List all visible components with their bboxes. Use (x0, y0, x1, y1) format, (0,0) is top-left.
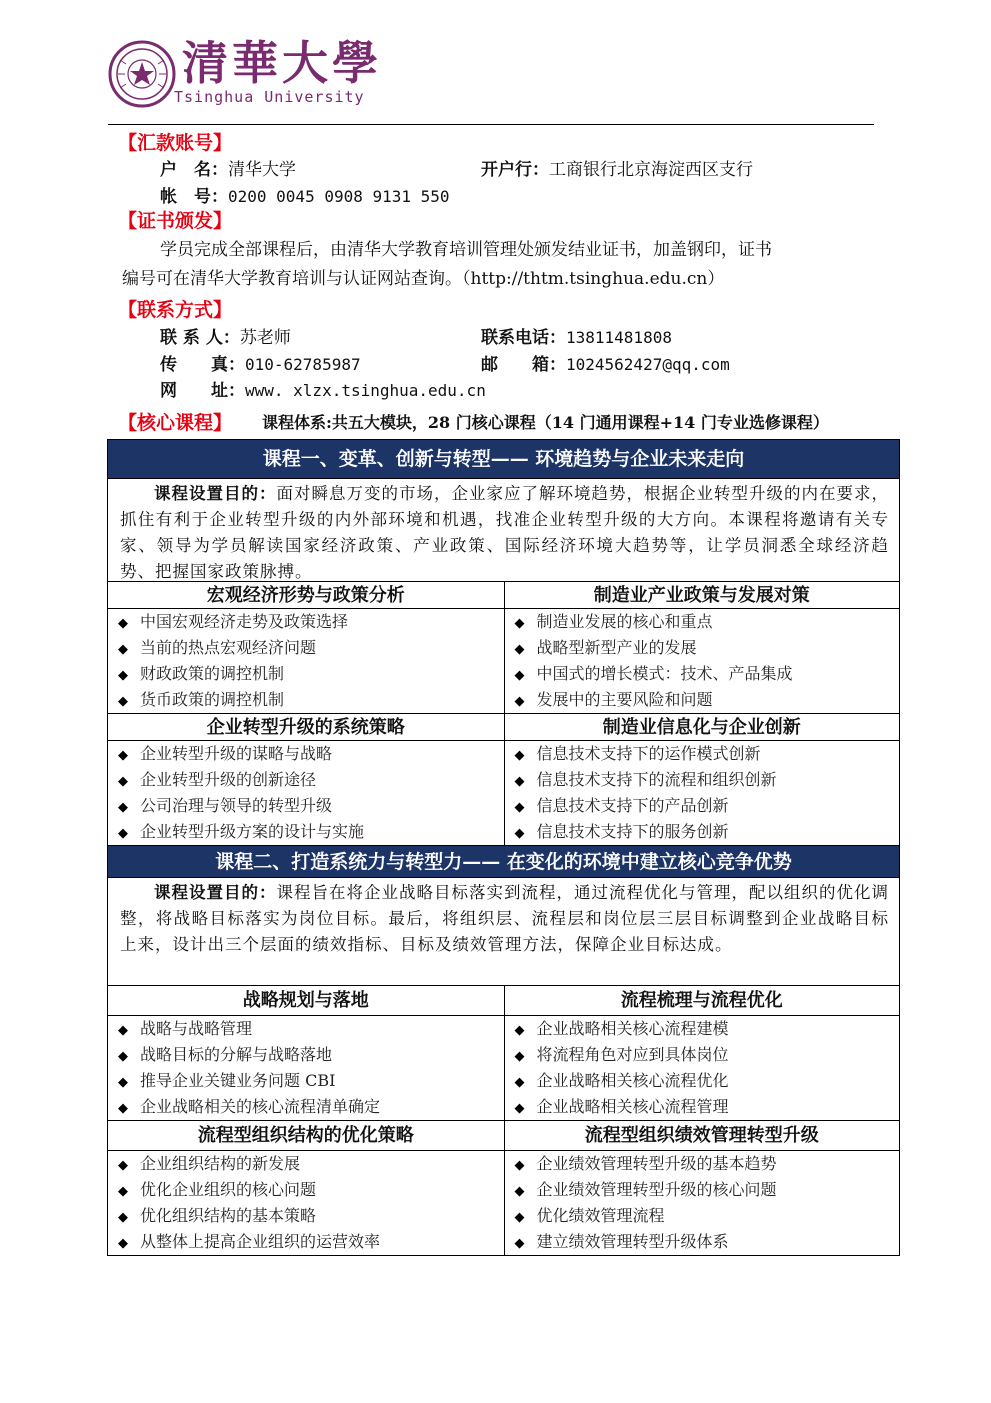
contact-email-label: 邮 箱： (481, 355, 566, 375)
list-item: ◆ 推导企业关键业务问题 CBI (108, 1068, 504, 1094)
contact-email-row (481, 350, 730, 375)
list-item: ◆ 企业转型升级方案的设计与实施 (108, 819, 504, 845)
course-table (107, 439, 900, 1256)
module-macro-economy (108, 582, 504, 713)
contact-phone-value: 13811481808 (566, 328, 672, 347)
list-item: ◆ 企业组织结构的新发展 (108, 1151, 504, 1177)
list-item: ◆ 企业战略相关核心流程管理 (505, 1094, 900, 1120)
contact-heading: 【联系方式】 (118, 299, 233, 321)
core-courses-heading: 【核心课程】 (118, 412, 233, 434)
account-number-row (160, 182, 450, 207)
list-item: ◆ 企业战略相关的核心流程清单确定 (108, 1094, 504, 1120)
module-org-structure (108, 1121, 504, 1255)
list-item: ◆ 中国宏观经济走势及政策选择 (108, 609, 504, 635)
diamond-bullet-icon: ◆ (118, 616, 128, 631)
module-manufacturing-policy (504, 582, 900, 713)
list-item: ◆ 从整体上提高企业组织的运营效率 (108, 1229, 504, 1255)
diamond-bullet-icon: ◆ (514, 1184, 525, 1199)
bank-row (481, 155, 753, 180)
diamond-bullet-icon: ◆ (514, 1236, 525, 1251)
course-2-module-row-2 (108, 1121, 899, 1255)
diamond-bullet-icon: ◆ (118, 1158, 128, 1173)
diamond-bullet-icon: ◆ (118, 1049, 128, 1064)
diamond-bullet-icon: ◆ (514, 642, 525, 657)
module-title: 流程型组织结构的优化策略 (108, 1121, 504, 1151)
diamond-bullet-icon: ◆ (514, 1158, 525, 1173)
certificate-text-line2: 编号可在清华大学教育培训与认证网站查询。（http://thtm.tsinghua.edu.cn） (122, 269, 725, 289)
account-name-label: 户 名： (160, 160, 228, 180)
module-title: 制造业产业政策与发展对策 (505, 582, 900, 609)
diamond-bullet-icon: ◆ (514, 1210, 525, 1225)
diamond-bullet-icon: ◆ (118, 1023, 128, 1038)
module-performance-management (504, 1121, 900, 1255)
list-item: ◆ 货币政策的调控机制 (108, 687, 504, 713)
list-item: ◆ 企业转型升级的创新途径 (108, 767, 504, 793)
list-item: ◆ 信息技术支持下的服务创新 (505, 819, 900, 845)
bank-value: 工商银行北京海淀西区支行 (549, 160, 753, 180)
diamond-bullet-icon: ◆ (514, 616, 525, 631)
contact-phone-label: 联系电话： (481, 328, 566, 348)
course-1-purpose-label: 课程设置目的： (154, 484, 277, 503)
diamond-bullet-icon: ◆ (118, 1101, 128, 1116)
list-item: ◆ 企业转型升级的谋略与战略 (108, 741, 504, 767)
diamond-bullet-icon: ◆ (514, 1049, 525, 1064)
course-2-purpose (108, 878, 899, 986)
module-title: 宏观经济形势与政策分析 (108, 582, 504, 609)
course-1-purpose-text: 面对瞬息万变的市场，企业家应了解环境趋势，根据企业转型升级的内在要求，抓住有利于企业转型升级的内外部环境和机遇，找准企业转型升级的大方向。本课程将邀请有关专家、领导为学员解读国家经济政策、产业政策、国际经济环境大趋势等，让学员洞悉全球经济趋势、把握国家政策脉搏。 (120, 484, 889, 581)
list-item: ◆ 战略与战略管理 (108, 1016, 504, 1042)
header-divider (108, 124, 874, 125)
module-title: 流程梳理与流程优化 (505, 986, 900, 1016)
list-item: ◆ 信息技术支持下的产品创新 (505, 793, 900, 819)
contact-email-value[interactable]: 1024562427@qq.com (566, 355, 730, 374)
core-courses-summary: 课程体系:共五大模块，28 门核心课程（14 门通用课程+14 门专业选修课程） (262, 413, 829, 432)
list-item: ◆ 将流程角色对应到具体岗位 (505, 1042, 900, 1068)
diamond-bullet-icon: ◆ (118, 774, 128, 789)
list-item: ◆ 建立绩效管理转型升级体系 (505, 1229, 900, 1255)
diamond-bullet-icon: ◆ (514, 694, 525, 709)
diamond-bullet-icon: ◆ (118, 826, 128, 841)
diamond-bullet-icon: ◆ (514, 1023, 525, 1038)
module-title: 流程型组织绩效管理转型升级 (505, 1121, 900, 1151)
list-item: ◆ 优化企业组织的核心问题 (108, 1177, 504, 1203)
contact-person-value: 苏老师 (239, 328, 291, 348)
course-2-title-band: 课程二、打造系统力与转型力—— 在变化的环境中建立核心竞争优势 (108, 846, 899, 878)
contact-web-label: 网 址： (160, 381, 245, 401)
course-1-purpose (108, 479, 899, 582)
list-item: ◆ 战略目标的分解与战略落地 (108, 1042, 504, 1068)
remit-heading: 【汇款账号】 (118, 132, 233, 154)
contact-person-label: 联 系 人： (160, 328, 240, 348)
university-seal-icon (108, 40, 176, 108)
diamond-bullet-icon: ◆ (118, 748, 128, 763)
diamond-bullet-icon: ◆ (514, 774, 525, 789)
contact-phone-row (481, 323, 672, 348)
diamond-bullet-icon: ◆ (118, 1236, 128, 1251)
diamond-bullet-icon: ◆ (118, 642, 128, 657)
module-transformation-strategy (108, 714, 504, 845)
diamond-bullet-icon: ◆ (514, 668, 525, 683)
diamond-bullet-icon: ◆ (118, 1075, 128, 1090)
module-title: 企业转型升级的系统策略 (108, 714, 504, 741)
diamond-bullet-icon: ◆ (514, 800, 525, 815)
account-number-label: 帐 号： (160, 187, 228, 207)
list-item: ◆ 战略型新型产业的发展 (505, 635, 900, 661)
list-item: ◆ 企业绩效管理转型升级的核心问题 (505, 1177, 900, 1203)
list-item: ◆ 优化组织结构的基本策略 (108, 1203, 504, 1229)
account-name-row (160, 155, 296, 180)
account-name-value: 清华大学 (228, 160, 296, 180)
list-item: ◆ 企业战略相关核心流程优化 (505, 1068, 900, 1094)
list-item: ◆ 制造业发展的核心和重点 (505, 609, 900, 635)
course-1-title-band: 课程一、变革、创新与转型—— 环境趋势与企业未来走向 (108, 440, 899, 479)
account-number-value: 0200 0045 0908 9131 550 (228, 187, 450, 206)
diamond-bullet-icon: ◆ (118, 800, 128, 815)
tsinghua-logo (108, 36, 382, 112)
logo-chinese-name: 清華大學 (182, 36, 382, 90)
logo-english-name: Tsinghua University (174, 88, 365, 106)
course-2-purpose-text: 课程旨在将企业战略目标落实到流程，通过流程优化与管理，配以组织的优化调整，将战略目标落实为岗位目标。最后，将组织层、流程层和岗位层三层目标调整到企业战略目标上来，设计出三个层面的绩效指标、目标及绩效管理方法，保障企业目标达成。 (120, 883, 889, 954)
list-item: ◆ 财政政策的调控机制 (108, 661, 504, 687)
list-item: ◆ 信息技术支持下的运作模式创新 (505, 741, 900, 767)
contact-fax-label: 传 真： (160, 355, 245, 375)
module-process-optimization (504, 986, 900, 1120)
list-item: ◆ 信息技术支持下的流程和组织创新 (505, 767, 900, 793)
list-item: ◆ 企业绩效管理转型升级的基本趋势 (505, 1151, 900, 1177)
diamond-bullet-icon: ◆ (118, 668, 128, 683)
contact-fax-row (160, 350, 361, 375)
list-item: ◆ 发展中的主要风险和问题 (505, 687, 900, 713)
contact-person-row (160, 323, 291, 348)
module-strategy-planning (108, 986, 504, 1120)
diamond-bullet-icon: ◆ (118, 1210, 128, 1225)
course-1-module-row-2 (108, 714, 899, 846)
module-title: 战略规划与落地 (108, 986, 504, 1016)
diamond-bullet-icon: ◆ (514, 826, 525, 841)
contact-web-row (160, 376, 486, 401)
course-2-module-row-1 (108, 986, 899, 1121)
bank-label: 开户行： (481, 160, 549, 180)
list-item: ◆ 公司治理与领导的转型升级 (108, 793, 504, 819)
contact-fax-value: 010-62785987 (245, 355, 361, 374)
module-manufacturing-informatization (504, 714, 900, 845)
list-item: ◆ 当前的热点宏观经济问题 (108, 635, 504, 661)
diamond-bullet-icon: ◆ (118, 1184, 128, 1199)
module-title: 制造业信息化与企业创新 (505, 714, 900, 741)
contact-web-value[interactable]: www. xlzx.tsinghua.edu.cn (245, 381, 486, 400)
certificate-text-line1: 学员完成全部课程后，由清华大学教育培训管理处颁发结业证书，加盖钢印，证书 (160, 240, 772, 260)
certificate-heading: 【证书颁发】 (118, 210, 233, 232)
course-1-module-row-1 (108, 582, 899, 714)
list-item: ◆ 企业战略相关核心流程建模 (505, 1016, 900, 1042)
diamond-bullet-icon: ◆ (514, 1075, 525, 1090)
list-item: ◆ 优化绩效管理流程 (505, 1203, 900, 1229)
diamond-bullet-icon: ◆ (514, 1101, 525, 1116)
course-2-purpose-label: 课程设置目的： (154, 883, 277, 902)
diamond-bullet-icon: ◆ (514, 748, 525, 763)
list-item: ◆ 中国式的增长模式：技术、产品集成 (505, 661, 900, 687)
diamond-bullet-icon: ◆ (118, 694, 128, 709)
